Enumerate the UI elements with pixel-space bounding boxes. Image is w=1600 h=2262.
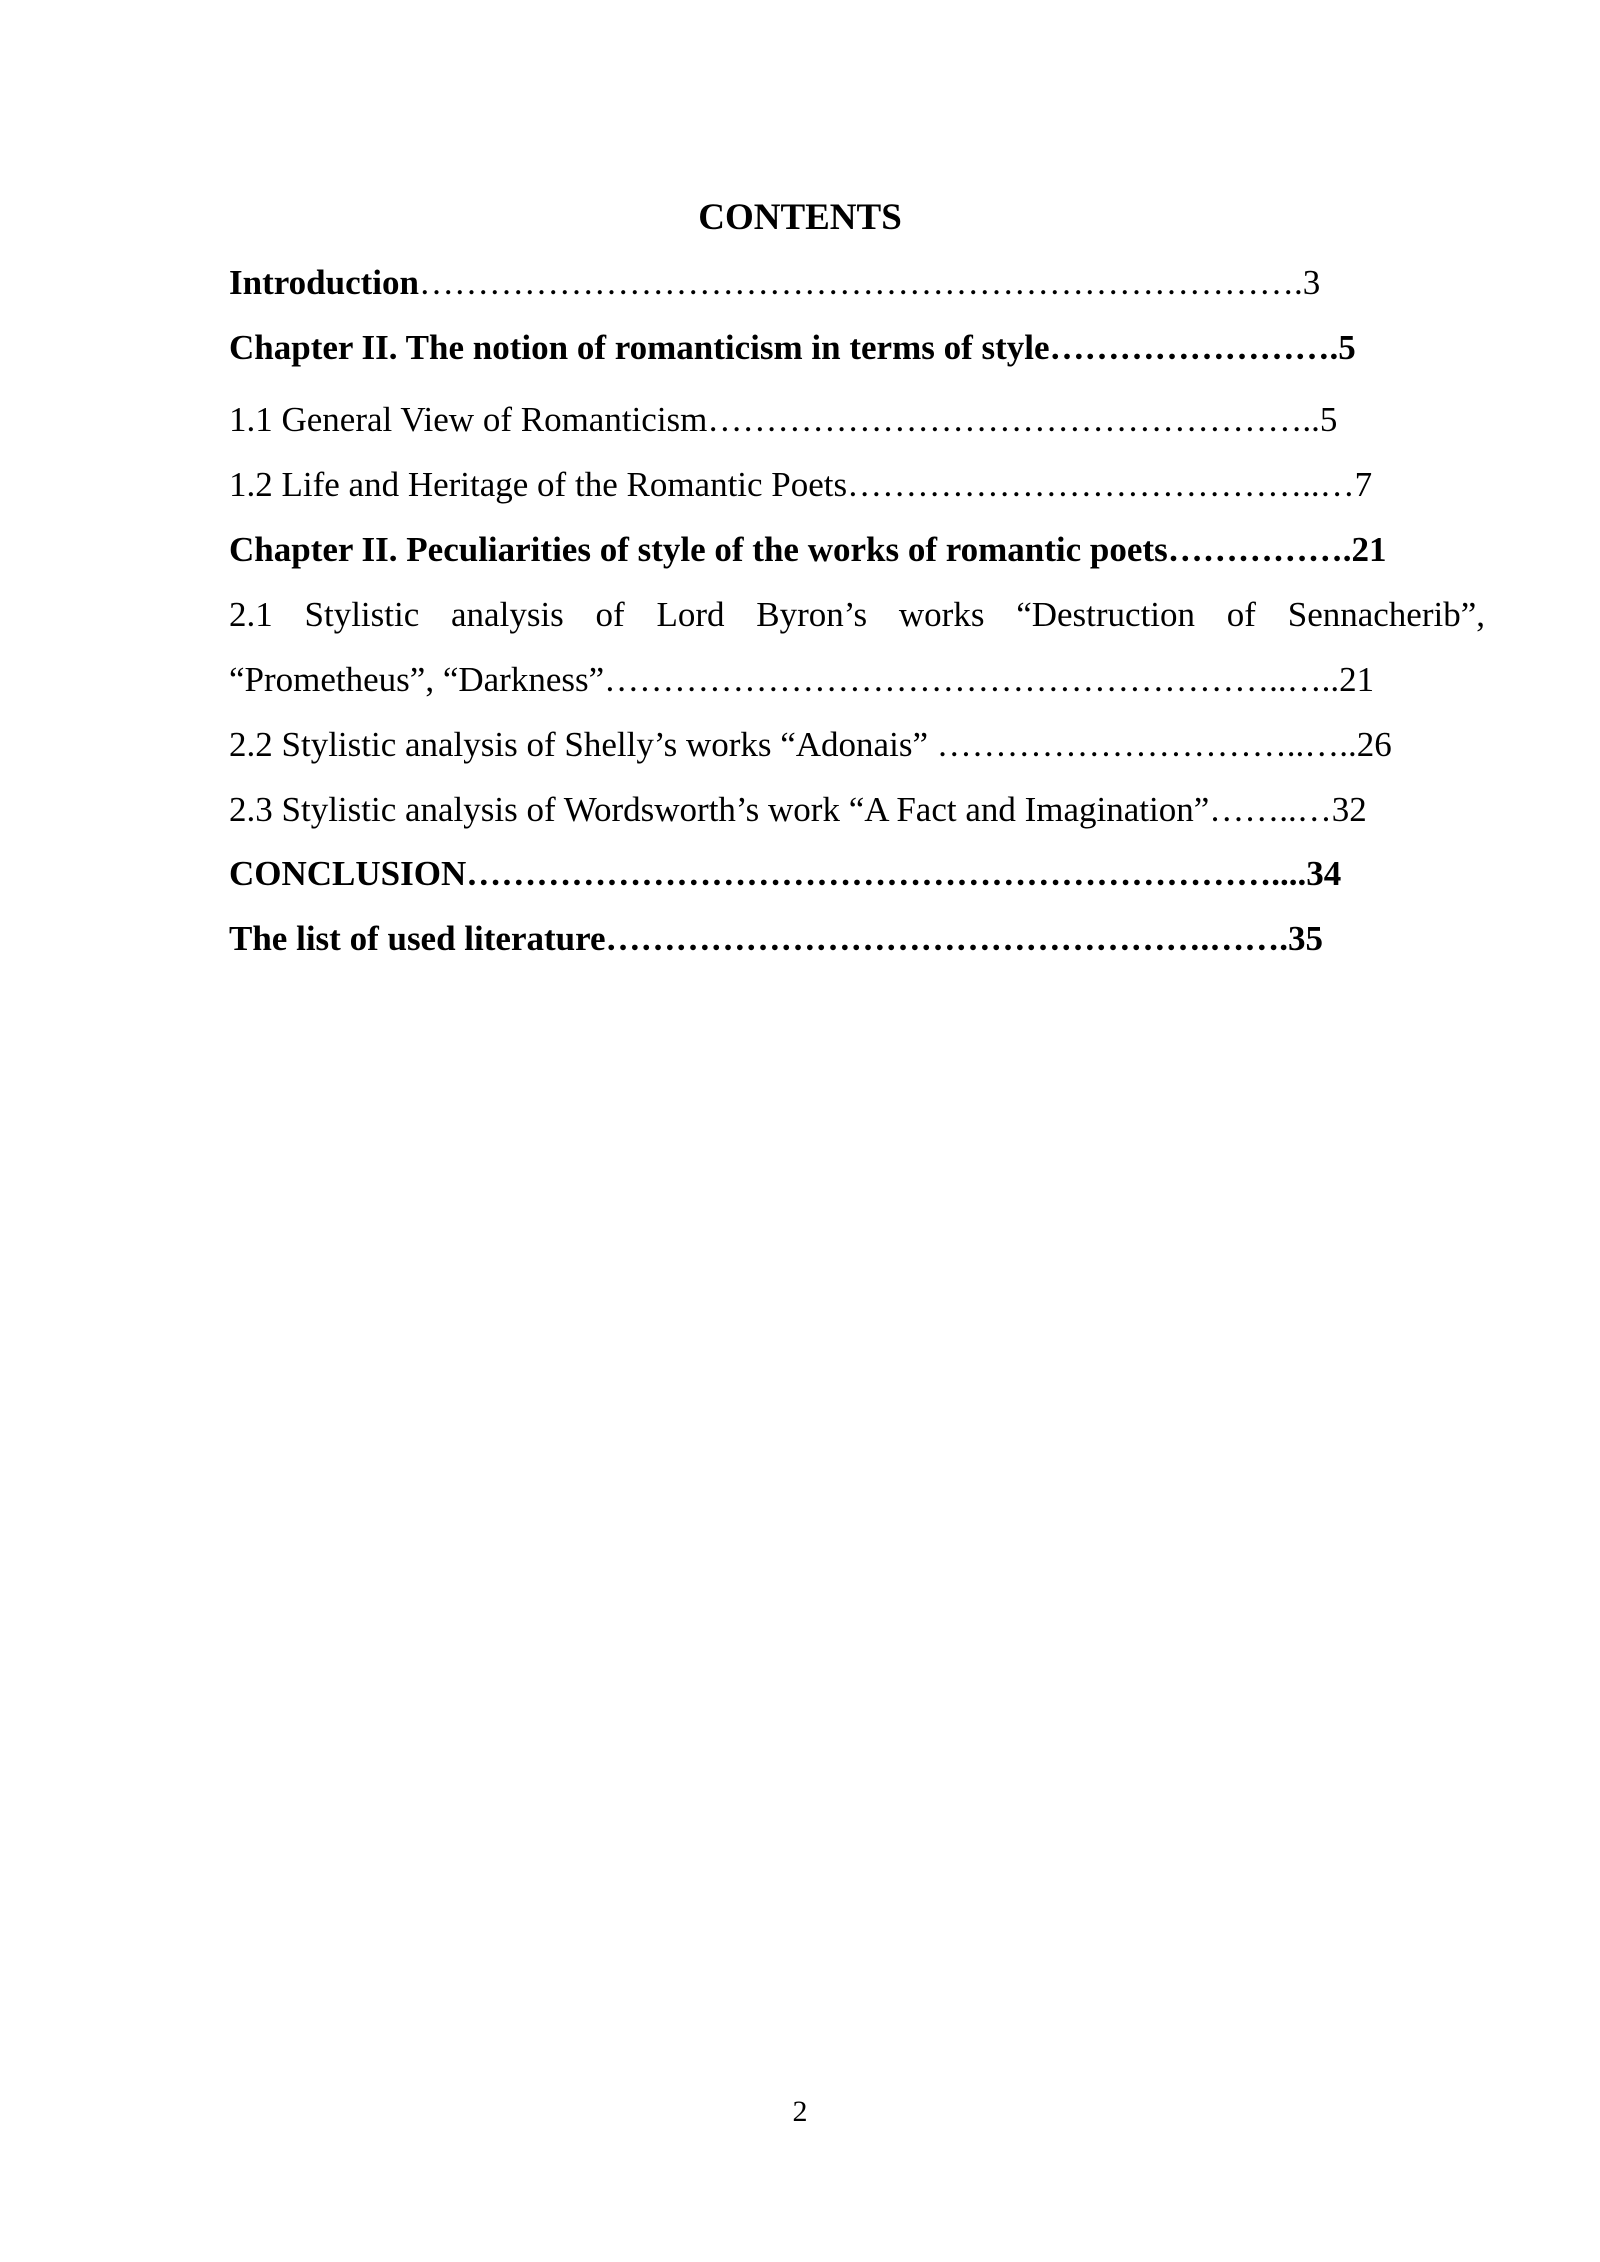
toc-entry-literature: The list of used literature…………………………………………….…….35 [229, 919, 1324, 958]
page-title: CONTENTS [698, 197, 902, 238]
toc-entry-1-2: 1.2 Life and Heritage of the Romantic Poets…………………………………..…7 [229, 465, 1373, 504]
toc-entry-1-1: 1.1 General View of Romanticism……………………………………………..5 [229, 400, 1338, 439]
toc-entry-introduction-leader: ………………………………………………………………….3 [418, 263, 1321, 302]
toc-entry-conclusion: CONCLUSION……………………………………………………………....34 [229, 854, 1342, 893]
toc-entry-2-1-line-2: “Prometheus”, “Darkness”…………………………………………………..…..21 [229, 660, 1375, 699]
toc-entry-2-3: 2.3 Stylistic analysis of Wordsworth’s work “A Fact and Imagination”……..…32 [229, 790, 1367, 829]
toc-entry-2-1-line-1: 2.1 Stylistic analysis of Lord Byron’s works “Destruction of Sennacherib”, [229, 595, 1485, 634]
toc-entry-chapter-2: Chapter II. Peculiarities of style of the works of romantic poets…………….21 [229, 530, 1387, 569]
toc-entry-introduction-label: Introduction [229, 263, 419, 302]
page-number: 2 [792, 2095, 808, 2128]
toc-entry-chapter-1: Chapter II. The notion of romanticism in terms of style…………………….5 [229, 328, 1356, 367]
toc-entry-introduction [229, 261, 1320, 305]
toc-entry-2-2: 2.2 Stylistic analysis of Shelly’s works “Adonais” …………………………..…..26 [229, 725, 1392, 764]
